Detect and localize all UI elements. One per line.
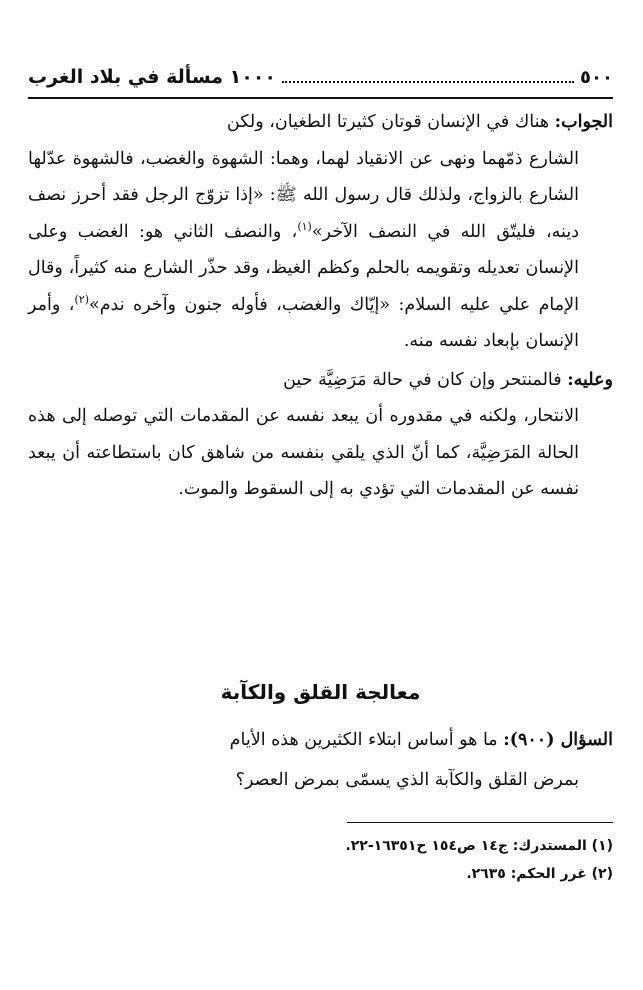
- conclusion-paragraph: [28, 362, 613, 399]
- question-label: السؤال (٩٠٠):: [503, 730, 613, 750]
- footnote-marker-2: (٢): [74, 292, 89, 306]
- footnote-marker-1: (١): [297, 219, 312, 233]
- running-header: [28, 66, 613, 88]
- footnote-1: (١) المستدرك: ج١٤ ص١٥٤ ح١٦٣٥١-٢٢.: [345, 838, 613, 854]
- answer-paragraph: [28, 104, 613, 141]
- section-heading: معالجة القلق والكآبة: [220, 680, 421, 704]
- answer-label: الجواب:: [554, 112, 613, 132]
- header-leader-dots: [282, 69, 574, 83]
- footnote-separator: [347, 822, 613, 823]
- book-page: [28, 0, 613, 990]
- main-text: [28, 104, 613, 508]
- question-paragraph: [28, 720, 613, 800]
- answer-text-3: ، وأمر الإنسان بإبعاد نفسه منه.: [28, 294, 579, 351]
- answer-text: الشارع ذمّهما ونهى عن الانقياد لهما، وهما: الشهوة والغضب، فالشهوة عدّلها الشارع بالزواج، ولذلك قال رسول الله ﷺ: «إذا تزوّج الرجل فقد أحرز نصف دينه، فليتّق الله في النصف الآخر»: [28, 148, 579, 242]
- question-second-line: بمرض القلق والكآبة الذي يسمّى بمرض العصر؟: [235, 770, 579, 790]
- conclusion-text: الانتحار، ولكنه في مقدوره أن يبعد نفسه عن المقدمات التي توصله إلى هذه الحالة المَرَضِيَّة، كما أنّ الذي يلقي بنفسه من شاهق كان باستطاعته أن يبعد نفسه عن المقدمات التي تؤدي به إلى السقوط والموت.: [28, 406, 579, 499]
- conclusion-label: وعليه:: [567, 369, 613, 390]
- answer-first-line: هناك في الإنسان قوتان كثيرتا الطغيان، ولكن: [226, 112, 550, 132]
- conclusion-continuation: [28, 398, 613, 508]
- book-title: ١٠٠٠ مسألة في بلاد الغرب: [28, 66, 276, 88]
- conclusion-first-line: فالمنتحر وإن كان في حالة مَرَضِيَّة حين: [283, 369, 562, 390]
- answer-text-2: ، والنصف الثاني هو: الغضب وعلى الإنسان تعديله وتقويمه بالحلم وكظم الغيظ، وقد حذّر الشارع منه كثيراً، وقال الإمام علي عليه السلام: «إيّاك والغضب، فأوله جنون وآخره ندم»: [28, 221, 579, 315]
- question-first-line: ما هو أساس ابتلاء الكثيرين هذه الأيام: [229, 730, 498, 750]
- footnotes: [28, 832, 613, 888]
- page-number: ٥٠٠: [580, 67, 613, 88]
- header-rule: [28, 97, 613, 99]
- footnote-2: (٢) غرر الحكم: ٢٦٣٥.: [466, 866, 613, 882]
- answer-continuation: [28, 141, 613, 360]
